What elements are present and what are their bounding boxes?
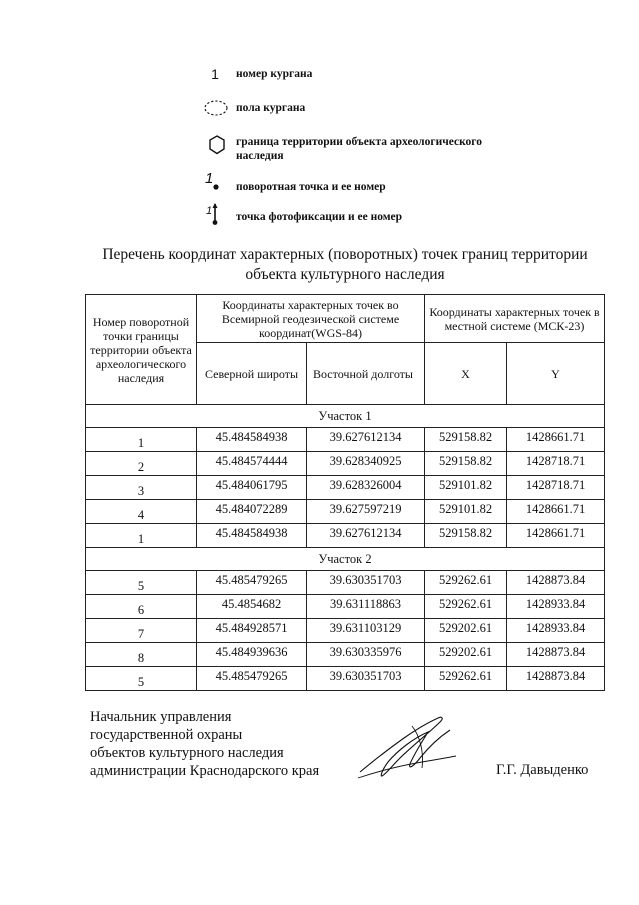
cell-x: 529202.61 xyxy=(425,619,507,643)
cell-latitude: 45.484939636 xyxy=(197,643,307,667)
cell-longitude: 39.630351703 xyxy=(307,667,425,691)
section-title: Участок 1 xyxy=(86,405,605,428)
signatory-line: объектов культурного наследия xyxy=(90,745,284,761)
table-row xyxy=(86,667,605,691)
legend-text-territory-boundary: граница территории объекта археологического наследия xyxy=(236,136,482,162)
table-row xyxy=(86,476,605,500)
cell-point-number: 6 xyxy=(86,595,197,619)
cell-longitude: 39.627612134 xyxy=(307,524,425,548)
legend-text-barrow-number: номер кургана xyxy=(236,68,313,80)
legend-text-photo-point: точка фотофиксации и ее номер xyxy=(236,211,403,223)
cell-point-number: 5 xyxy=(86,571,197,595)
header-longitude: Восточной долготы xyxy=(307,343,425,405)
table-row xyxy=(86,524,605,548)
cell-x: 529158.82 xyxy=(425,428,507,452)
cell-longitude: 39.631118863 xyxy=(307,595,425,619)
section-title: Участок 2 xyxy=(86,548,605,571)
table-caption: Перечень координат характерных (поворотных) точек границ территории объекта культурного наследия xyxy=(102,246,588,283)
cell-y: 1428661.71 xyxy=(507,428,605,452)
cell-x: 529202.61 xyxy=(425,643,507,667)
cell-y: 1428718.71 xyxy=(507,476,605,500)
cell-x: 529101.82 xyxy=(425,500,507,524)
cell-x: 529158.82 xyxy=(425,452,507,476)
table-row xyxy=(86,452,605,476)
cell-latitude: 45.485479265 xyxy=(197,667,307,691)
cell-longitude: 39.630335976 xyxy=(307,643,425,667)
cell-longitude: 39.627597219 xyxy=(307,500,425,524)
legend-symbol-barrow-number: 1 xyxy=(211,66,219,82)
legend-item-barrow-number xyxy=(198,66,528,86)
table-row xyxy=(86,619,605,643)
cell-y: 1428661.71 xyxy=(507,500,605,524)
cell-latitude: 45.484928571 xyxy=(197,619,307,643)
legend-symbol-photo-point: 1 xyxy=(206,205,213,217)
section-row xyxy=(86,405,605,428)
cell-y: 1428873.84 xyxy=(507,667,605,691)
cell-y: 1428873.84 xyxy=(507,643,605,667)
cell-latitude: 45.484584938 xyxy=(197,428,307,452)
header-x: X xyxy=(425,343,507,405)
cell-longitude: 39.630351703 xyxy=(307,571,425,595)
cell-x: 529262.61 xyxy=(425,667,507,691)
legend-item-barrow-base xyxy=(198,98,528,118)
table-header-row xyxy=(86,295,605,343)
signatory-line: администрации Краснодарского края xyxy=(90,763,320,779)
cell-latitude: 45.484061795 xyxy=(197,476,307,500)
cell-point-number: 7 xyxy=(86,619,197,643)
section-row xyxy=(86,548,605,571)
cell-longitude: 39.627612134 xyxy=(307,428,425,452)
cell-y: 1428718.71 xyxy=(507,452,605,476)
cell-x: 529262.61 xyxy=(425,595,507,619)
legend-text-turning-point: поворотная точка и ее номер xyxy=(236,181,386,193)
cell-latitude: 45.485479265 xyxy=(197,571,307,595)
cell-point-number: 1 xyxy=(86,524,197,548)
cell-x: 529101.82 xyxy=(425,476,507,500)
digit-one-icon xyxy=(198,66,232,82)
table-row xyxy=(86,595,605,619)
cell-latitude: 45.4854682 xyxy=(197,595,307,619)
cell-point-number: 8 xyxy=(86,643,197,667)
cell-point-number: 2 xyxy=(86,452,197,476)
table-row xyxy=(86,428,605,452)
handwritten-signature xyxy=(352,712,462,787)
coordinates-table xyxy=(85,294,605,691)
cell-y: 1428933.84 xyxy=(507,595,605,619)
header-point-number: Номер поворотной точки границы территории объекта археологического наследия xyxy=(86,295,197,405)
cell-longitude: 39.628340925 xyxy=(307,452,425,476)
cell-y: 1428661.71 xyxy=(507,524,605,548)
legend-symbol-turning-point: 1 xyxy=(205,170,214,187)
signatory-position xyxy=(90,708,390,780)
cell-latitude: 45.484574444 xyxy=(197,452,307,476)
signatory-line: государственной охраны xyxy=(90,727,243,743)
cell-point-number: 1 xyxy=(86,428,197,452)
cell-x: 529158.82 xyxy=(425,524,507,548)
cell-point-number: 3 xyxy=(86,476,197,500)
header-wgs84: Координаты характерных точек во Всемирной геодезической системе координат(WGS-84) xyxy=(197,295,425,343)
hexagon-icon xyxy=(198,134,232,161)
cell-latitude: 45.484072289 xyxy=(197,500,307,524)
signatory-line: Начальник управления xyxy=(90,709,232,725)
cell-latitude: 45.484584938 xyxy=(197,524,307,548)
legend-text-barrow-base: пола кургана xyxy=(236,102,306,114)
header-latitude: Северной широты xyxy=(197,343,307,405)
cell-point-number: 5 xyxy=(86,667,197,691)
table-row xyxy=(86,500,605,524)
cell-longitude: 39.628326004 xyxy=(307,476,425,500)
table-row xyxy=(86,571,605,595)
header-msk23: Координаты характерных точек в местной системе (МСК-23) xyxy=(425,295,605,343)
cell-longitude: 39.631103129 xyxy=(307,619,425,643)
legend-item-turning-point xyxy=(198,170,528,198)
table-row xyxy=(86,643,605,667)
dashed-ellipse-icon xyxy=(198,98,232,123)
cell-y: 1428933.84 xyxy=(507,619,605,643)
cell-point-number: 4 xyxy=(86,500,197,524)
signatory-name: Г.Г. Давыденко xyxy=(496,762,589,778)
legend-item-territory-boundary xyxy=(198,134,528,166)
legend-item-photo-point xyxy=(198,202,528,228)
cell-y: 1428873.84 xyxy=(507,571,605,595)
cell-x: 529262.61 xyxy=(425,571,507,595)
header-y: Y xyxy=(507,343,605,405)
